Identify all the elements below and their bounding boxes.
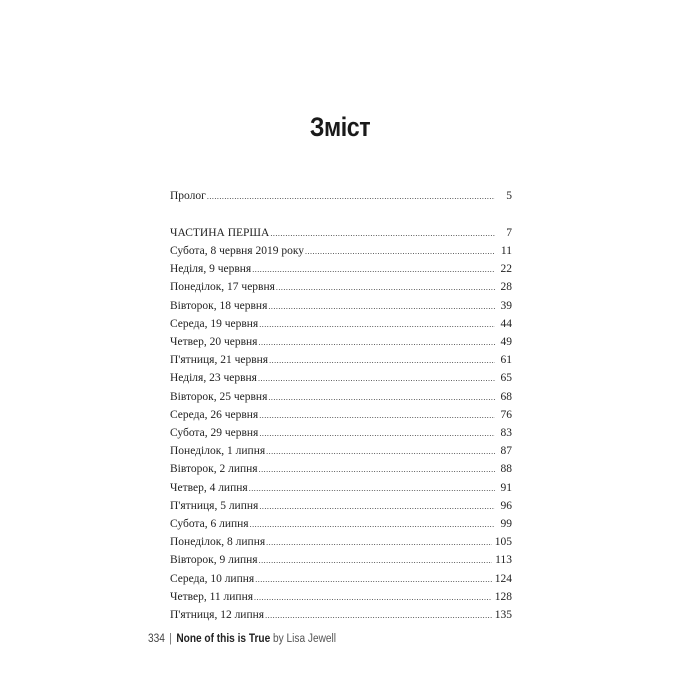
toc-entry-label: Четвер, 11 липня xyxy=(170,590,254,603)
dot-leader xyxy=(259,461,495,479)
dot-leader xyxy=(269,352,495,370)
toc-entry-label: Субота, 29 червня xyxy=(170,427,259,439)
dot-leader xyxy=(270,225,495,243)
toc-entry-label: Пролог xyxy=(170,190,206,202)
toc-entry xyxy=(170,278,512,296)
toc-entry xyxy=(170,497,512,515)
toc-entry xyxy=(170,588,512,606)
dot-leader xyxy=(305,243,495,261)
toc-entry-page: 88 xyxy=(500,463,512,476)
toc-entry-page: 135 xyxy=(494,609,512,621)
toc-part-heading xyxy=(170,224,512,242)
toc-entry-page: 68 xyxy=(500,390,512,403)
toc-entry xyxy=(170,479,512,497)
toc-entry-label: ЧАСТИНА ПЕРША xyxy=(170,227,270,239)
toc-entry-label: П'ятниця, 12 липня xyxy=(170,609,265,621)
toc-entry xyxy=(170,242,512,260)
toc-entry-page: 65 xyxy=(500,372,512,385)
toc-entry xyxy=(170,351,512,369)
toc-entry-page: 99 xyxy=(500,518,512,530)
running-footer xyxy=(148,633,336,645)
toc-entry-page: 83 xyxy=(500,427,512,439)
dot-leader xyxy=(259,407,495,425)
toc-entry-label: Понеділок, 1 липня xyxy=(170,445,266,458)
dot-leader xyxy=(255,571,492,589)
toc-entry-page: 22 xyxy=(500,263,512,276)
toc-entry-page: 11 xyxy=(500,245,512,257)
dot-leader xyxy=(268,389,495,407)
toc-entry-label: Середа, 26 червня xyxy=(170,408,259,421)
toc-entry-prologue xyxy=(170,187,512,205)
toc-entry xyxy=(170,333,512,351)
toc-entry xyxy=(170,442,512,460)
toc-entry-page: 5 xyxy=(506,190,512,202)
toc-entry-label: П'ятниця, 21 червня xyxy=(170,354,269,367)
dot-leader xyxy=(254,589,492,607)
dot-leader xyxy=(252,261,495,279)
dot-leader xyxy=(265,607,492,625)
dot-leader xyxy=(258,334,495,352)
toc-entry xyxy=(170,606,512,624)
page-title: Зміст xyxy=(309,112,371,142)
toc-entry-page: 124 xyxy=(494,572,512,585)
toc-entry-page: 61 xyxy=(500,354,512,367)
toc-entry-label: Вівторок, 9 липня xyxy=(170,554,258,567)
toc-entry-label: Четвер, 4 липня xyxy=(170,481,248,494)
footer-author: by Lisa Jewell xyxy=(273,633,337,645)
dot-leader xyxy=(250,516,495,534)
dot-leader xyxy=(268,298,495,316)
toc-entry-page: 7 xyxy=(506,227,512,239)
toc-entry-page: 49 xyxy=(500,336,512,348)
toc-entry xyxy=(170,406,512,424)
toc-entry-label: Субота, 6 липня xyxy=(170,518,249,530)
toc-entry-label: Субота, 8 червня 2019 року xyxy=(170,245,305,257)
toc-entry-page: 28 xyxy=(500,281,512,294)
toc-entry-page: 76 xyxy=(500,408,512,421)
dot-leader xyxy=(266,534,492,552)
toc-entry xyxy=(170,369,512,387)
toc-entry xyxy=(170,570,512,588)
toc-entry-label: Неділя, 23 червня xyxy=(170,372,257,385)
toc-entry-label: Понеділок, 17 червня xyxy=(170,281,275,294)
dot-leader xyxy=(207,188,495,206)
dot-leader xyxy=(259,316,495,334)
dot-leader xyxy=(259,425,495,443)
dot-leader xyxy=(249,480,495,498)
footer-separator: | xyxy=(169,633,172,645)
toc-entry xyxy=(170,551,512,569)
toc-entry xyxy=(170,533,512,551)
toc-entry-page: 105 xyxy=(494,536,512,549)
toc-entry-label: П'ятниця, 5 липня xyxy=(170,499,259,512)
toc-entry-page: 44 xyxy=(500,317,512,330)
toc-entry-label: Вівторок, 25 червня xyxy=(170,390,268,403)
footer-page-number: 334 xyxy=(148,633,165,645)
toc-entry-label: Понеділок, 8 липня xyxy=(170,536,266,549)
toc-entry xyxy=(170,315,512,333)
toc-entry-label: Неділя, 9 червня xyxy=(170,263,252,276)
toc-entry-label: Четвер, 20 червня xyxy=(170,336,258,348)
dot-leader xyxy=(259,552,493,570)
toc-entry xyxy=(170,424,512,442)
toc-entry-page: 39 xyxy=(500,299,512,312)
toc-entry xyxy=(170,297,512,315)
toc-entry-label: Середа, 10 липня xyxy=(170,572,255,585)
toc-entry-page: 87 xyxy=(500,445,512,458)
toc-entry-page: 91 xyxy=(500,481,512,494)
toc-entry xyxy=(170,260,512,278)
dot-leader xyxy=(266,443,495,461)
toc-entry xyxy=(170,388,512,406)
toc-entry-page: 113 xyxy=(495,554,512,567)
toc-entry-page: 96 xyxy=(500,499,512,512)
toc-entry-label: Вівторок, 2 липня xyxy=(170,463,258,476)
toc-entry xyxy=(170,460,512,478)
toc-entry xyxy=(170,515,512,533)
toc-entry-label: Середа, 19 червня xyxy=(170,317,259,330)
dot-leader xyxy=(276,279,495,297)
footer-book-title: None of this is True xyxy=(176,633,271,645)
toc-entry-page: 128 xyxy=(494,590,512,603)
dot-leader xyxy=(259,498,495,516)
toc-entry-label: Вівторок, 18 червня xyxy=(170,299,268,312)
dot-leader xyxy=(258,370,495,388)
